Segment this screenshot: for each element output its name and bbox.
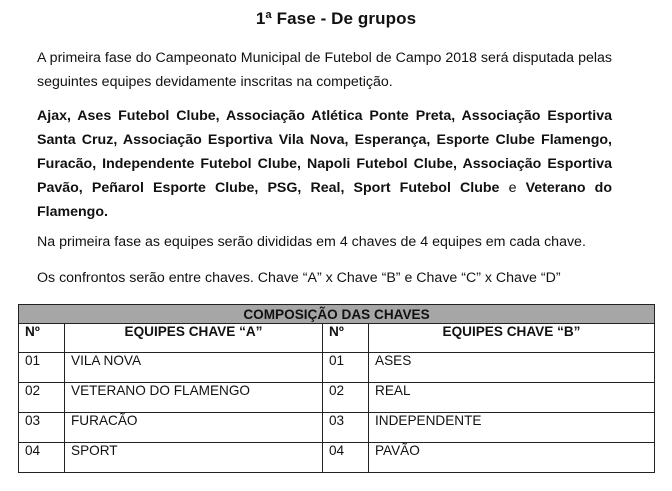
teams-paragraph: [37, 104, 612, 224]
num-cell-b: 03: [323, 413, 369, 443]
num-cell-a: 03: [19, 413, 65, 443]
table-row: [19, 383, 655, 413]
num-cell-b: 04: [323, 443, 369, 473]
teams-last: Veterano do Flamengo: [37, 180, 612, 220]
num-header-b: Nº: [323, 324, 369, 353]
team-cell-a: VILA NOVA: [65, 353, 323, 383]
num-header-a: Nº: [19, 324, 65, 353]
groups-table: [18, 304, 655, 473]
team-cell-a: VETERANO DO FLAMENGO: [65, 383, 323, 413]
num-cell-a: 02: [19, 383, 65, 413]
num-cell-b: 01: [323, 353, 369, 383]
table-header-row: [19, 324, 655, 353]
table-row: [19, 413, 655, 443]
intro-paragraph: A primeira fase do Campeonato Municipal de Futebol de Campo 2018 será disputada pelas seguintes equipes devidamente inscritas na competição.: [37, 50, 612, 90]
table-caption-row: [19, 305, 655, 324]
team-cell-b: PAVÃO: [369, 443, 655, 473]
table-caption: COMPOSIÇÃO DAS CHAVES: [19, 305, 655, 324]
team-header-a: EQUIPES CHAVE “A”: [65, 324, 323, 353]
table-row: [19, 353, 655, 383]
teams-end: .: [104, 204, 108, 220]
matchups-paragraph: Os confrontos serão entre chaves. Chave “A” x Chave “B” e Chave “C” x Chave “D”: [37, 270, 561, 286]
num-cell-a: 04: [19, 443, 65, 473]
num-cell-a: 01: [19, 353, 65, 383]
team-header-b: EQUIPES CHAVE “B”: [369, 324, 655, 353]
teams-joiner: e: [499, 180, 526, 196]
division-paragraph: Na primeira fase as equipes serão divididas em 4 chaves de 4 equipes em cada chave.: [37, 234, 586, 250]
team-cell-a: SPORT: [65, 443, 323, 473]
page-title: 1ª Fase - De grupos: [255, 9, 417, 28]
team-cell-b: REAL: [369, 383, 655, 413]
team-cell-b: INDEPENDENTE: [369, 413, 655, 443]
num-cell-b: 02: [323, 383, 369, 413]
team-cell-a: FURACÃO: [65, 413, 323, 443]
team-cell-b: ASES: [369, 353, 655, 383]
table-row: [19, 443, 655, 473]
teams-list: Ajax, Ases Futebol Clube, Associação Atlética Ponte Preta, Associação Esportiva Santa Cruz, Associação Esportiva Vila Nova, Esperança, Esporte Clube Flamengo, Furacão, Independente Futebol Clube, Napoli Futebol Clube, Associação Esportiva Pavão, Peñarol Esporte Clube, PSG, Real, Sport Futebol Clube: [37, 108, 612, 196]
